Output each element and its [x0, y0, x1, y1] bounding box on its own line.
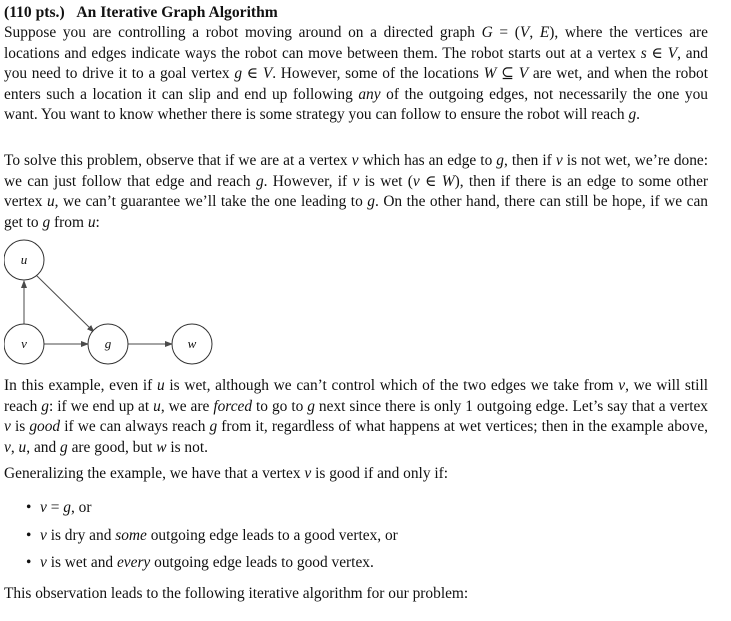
paragraph-observation: To solve this problem, observe that if we are at a vertex v which has an edge to g, then if v is not wet, we’re done: we can just follow that edge and reach g. However, if v is wet (v ∈ W), then if there is an edge to some other vertex u, we can’t guarantee we’ll take the one leading to g. On the other hand, there can still be hope, if we can get to g from u: [4, 152, 709, 231]
paragraph-intro: Suppose you are controlling a robot moving around on a directed graph G = (V, E), where the vertices are locations and edges indicate ways the robot can move between them. The robot starts out at a vertex s ∈ V, and you need to drive it to a goal vertex g ∈ V. However, some of the locations W ⊆ V are wet, and when the robot enters such a location it can slip and end up following any of the outgoing edges, not necessarily the one you want. You want to know whether there is some strategy you can follow to ensure the robot will reach g. [4, 24, 709, 124]
paragraph-example: In this example, even if u is wet, although we can’t control which of the two edges we take from v, we will still reach g: if we end up at u, we are forced to go to g next since there is only 1 outgoing edge. Let’s say that a vertex v is good if we can always reach g from it, regardless of what happens at wet vertices; then in the example above, v, u, and g are good, but w is not. [4, 377, 709, 456]
node-w [172, 324, 212, 364]
problem-heading [4, 3, 278, 23]
node-u [4, 240, 44, 280]
bullet: • [26, 526, 32, 544]
paragraph-generalize: Generalizing the example, we have that a vertex v is good if and only if: [4, 465, 449, 482]
edge-u-to-g [35, 274, 94, 332]
bullet: • [26, 554, 32, 571]
node-g [88, 324, 128, 364]
bullet: • [26, 499, 32, 516]
node-v [4, 324, 44, 364]
list-item: • v is wet and every outgoing edge leads to good vertex. [4, 553, 398, 581]
svg-text:w: w [187, 336, 197, 351]
list-item: • v is dry and some outgoing edge leads to a good vertex, or [4, 526, 398, 554]
example-graph-diagram [4, 238, 234, 368]
svg-text:u: u [20, 252, 28, 267]
paragraph-conclusion: This observation leads to the following iterative algorithm for our problem: [4, 585, 469, 602]
problem-title: An Iterative Graph Algorithm [76, 4, 278, 21]
svg-text:v: v [21, 336, 27, 351]
list-item: • v = g, or [4, 498, 398, 526]
good-vertex-conditions [4, 498, 398, 581]
svg-text:g: g [104, 336, 112, 351]
points-label: (110 pts.) [4, 4, 65, 21]
